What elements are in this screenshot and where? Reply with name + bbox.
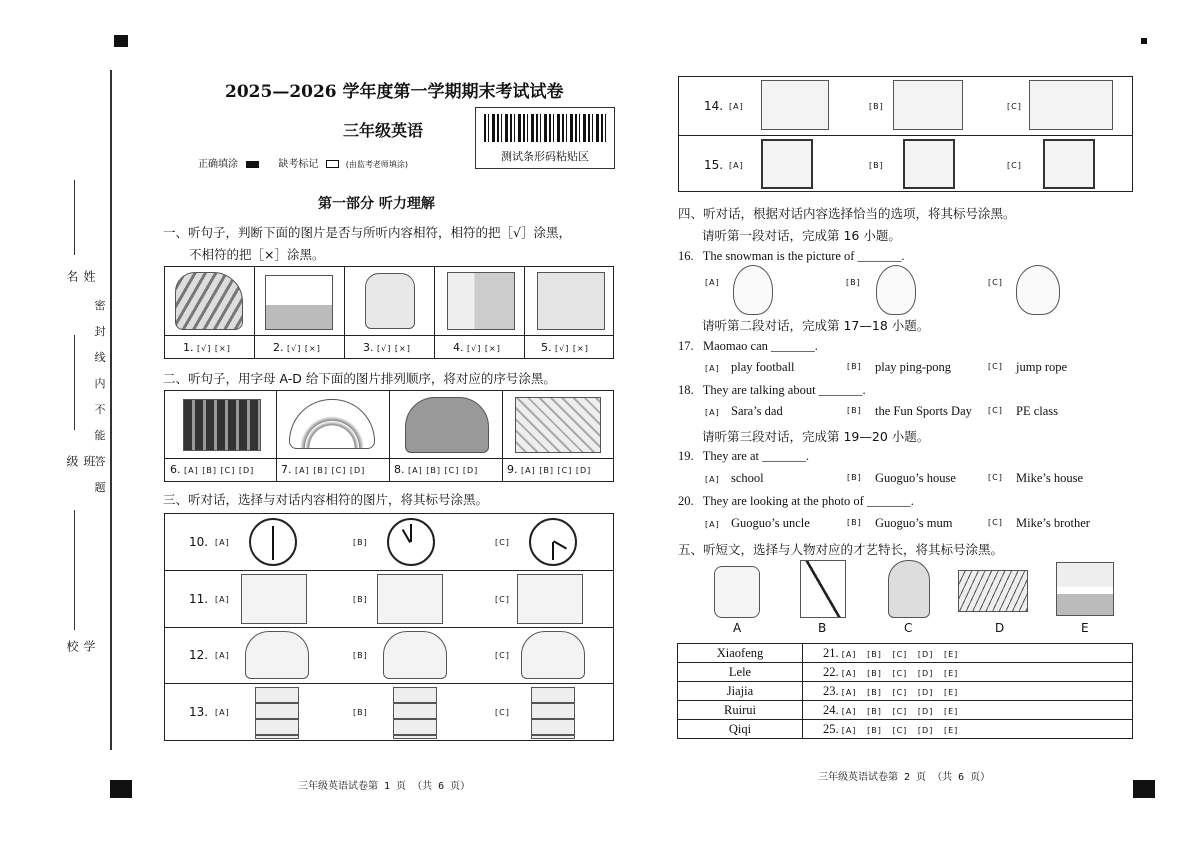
room-scene-a-picture	[761, 80, 829, 130]
page2-footer: 三年级英语试卷第 2 页 （共 6 页）	[818, 772, 991, 783]
q3-number: 3.	[363, 341, 374, 354]
seal-char: 能	[94, 429, 106, 442]
q4-marks[interactable]: [√] [×]	[467, 344, 501, 353]
seal-char: 答	[94, 455, 106, 468]
q17-option-a[interactable]: [A]	[705, 364, 720, 373]
q19-option-c-text: Mike’s house	[1016, 471, 1084, 485]
fill-legend	[198, 155, 408, 170]
q1-answer[interactable]	[183, 341, 231, 354]
answer-number: 22.	[823, 664, 839, 679]
talent-label-c: C	[904, 621, 913, 635]
q5-number: 5.	[541, 341, 552, 354]
q7-answer[interactable]	[281, 463, 365, 476]
ball-rack-b-picture	[393, 687, 437, 739]
q4-number: 4.	[453, 341, 464, 354]
exam-subject: 三年级英语	[343, 121, 424, 140]
section1-line2: 不相符的把［×］涂黑。	[189, 247, 325, 262]
seal-notice	[93, 293, 107, 501]
name-label: 姓名	[65, 270, 96, 282]
guzheng-picture	[958, 570, 1028, 612]
section4-seg1: 请听第一段对话，完成第 16 小题。	[702, 228, 901, 243]
ball-rack-a-picture	[255, 687, 299, 739]
table-row	[678, 644, 1133, 663]
binding-margin	[0, 0, 115, 849]
q3-answer[interactable]	[363, 341, 411, 354]
singing-microphone-picture	[714, 566, 760, 618]
kids-room-picture	[517, 574, 583, 624]
talent-label-e: E	[1081, 621, 1089, 635]
q9-answer[interactable]	[507, 463, 591, 476]
section1-line1: 一、听句子，判断下面的图片是否与所听内容相符，相符的把［√］涂黑，	[163, 225, 571, 240]
answer-number: 24.	[823, 702, 839, 717]
section2-instruction: 二、听句子，用字母 A-D 给下面的图片排列顺序，将对应的序号涂黑。	[163, 371, 556, 386]
tiger-picture	[175, 272, 243, 330]
table-row	[678, 663, 1133, 682]
q14-15-grid	[678, 76, 1133, 192]
bee-picture	[903, 139, 955, 189]
q18-option-b[interactable]: [B]	[847, 406, 862, 415]
q19-option-c[interactable]: [C]	[988, 473, 1003, 482]
q2-marks[interactable]: [√] [×]	[287, 344, 321, 353]
seal-char: 线	[94, 351, 106, 364]
q20-option-c[interactable]: [C]	[988, 518, 1003, 527]
answer-marks[interactable]: [A] [B] [C] [D] [E]	[841, 706, 959, 716]
butterfly-picture	[761, 139, 813, 189]
q18-option-a-text: Sara’s dad	[731, 404, 783, 418]
answer-marks[interactable]: [A] [B] [C] [D] [E]	[841, 649, 959, 659]
section3-grid	[164, 513, 614, 741]
q16-option-c[interactable]: [C]	[988, 278, 1003, 287]
q8-number: 8.	[394, 463, 405, 476]
q19-stem: 19. They are at _______.	[678, 449, 809, 463]
clock-a-picture	[249, 518, 297, 566]
q12-option-c[interactable]: [C]	[495, 651, 510, 660]
snowman-b-picture	[876, 265, 916, 315]
page1-footer: 三年级英语试卷第 1 页 （共 6 页）	[298, 781, 471, 792]
answer-cell[interactable]	[803, 663, 1133, 682]
binding-line	[110, 70, 112, 750]
q9-marks[interactable]: [A] [B] [C] [D]	[521, 466, 592, 475]
seal-char: 不	[94, 403, 106, 416]
q2-number: 2.	[273, 341, 284, 354]
q8-answer[interactable]	[394, 463, 478, 476]
q18-option-c[interactable]: [C]	[988, 406, 1003, 415]
q9-number: 9.	[507, 463, 518, 476]
talent-label-d: D	[995, 621, 1005, 635]
teacher-picture	[447, 272, 515, 330]
q18-option-a[interactable]: [A]	[705, 408, 720, 417]
answer-marks[interactable]: [A] [B] [C] [D] [E]	[841, 725, 959, 735]
q20-option-a[interactable]: [A]	[705, 520, 720, 529]
answer-marks[interactable]: [A] [B] [C] [D] [E]	[841, 687, 959, 697]
q18-stem: 18. They are talking about _______.	[678, 383, 866, 397]
exam-title: 2025—2026 学年度第一学期期末考试试卷	[225, 82, 564, 102]
barcode-image	[484, 114, 606, 142]
q18-option-c-text: PE class	[1016, 404, 1059, 418]
q20-stem: 20. They are looking at the photo of _______.	[678, 494, 914, 508]
bird-picture	[1043, 139, 1095, 189]
seal-char: 封	[94, 325, 106, 338]
lion-dance-picture	[515, 397, 601, 453]
ball-rack-c-picture	[531, 687, 575, 739]
q8-marks[interactable]: [A] [B] [C] [D]	[408, 466, 479, 475]
q2-answer[interactable]	[273, 341, 321, 354]
books-picture	[183, 399, 261, 451]
backpack-picture	[365, 273, 415, 329]
seal-char: 内	[94, 377, 106, 390]
kids-reading-picture	[241, 574, 307, 624]
barcode-label: 测试条形码粘贴区	[501, 150, 589, 163]
q10-option-b[interactable]: [B]	[353, 538, 368, 547]
student-name: Lele	[678, 663, 803, 682]
erhu-picture	[800, 560, 846, 618]
kids-playing-picture	[377, 574, 443, 624]
answer-number: 25.	[823, 721, 839, 736]
q6-marks[interactable]: [A] [B] [C] [D]	[184, 466, 255, 475]
talent-matching-table	[677, 643, 1133, 739]
q4-answer[interactable]	[453, 341, 501, 354]
fill-missing-box[interactable]	[326, 160, 339, 168]
clock-b-picture	[387, 518, 435, 566]
student-name: Jiajia	[678, 682, 803, 701]
student-name: Ruirui	[678, 701, 803, 720]
table-row	[678, 701, 1133, 720]
q6-answer[interactable]	[170, 463, 254, 476]
answer-number: 21.	[823, 645, 839, 660]
table-row	[678, 720, 1133, 739]
part1-title: 第一部分 听力理解	[318, 196, 435, 212]
thinking-bus-picture	[383, 631, 447, 679]
q15-number: 15.	[704, 158, 724, 172]
q20-options	[705, 516, 1125, 531]
clock-c-picture	[529, 518, 577, 566]
q13-option-b[interactable]: [B]	[353, 708, 368, 717]
thinking-footprints-picture	[521, 631, 585, 679]
q10-number: 10.	[189, 535, 209, 549]
q10-option-a[interactable]: [A]	[215, 538, 230, 547]
q20-option-a-text: Guoguo’s uncle	[731, 516, 810, 530]
q17-option-c[interactable]: [C]	[988, 362, 1003, 371]
q18-options	[705, 404, 1125, 419]
answer-cell[interactable]	[803, 720, 1133, 739]
answer-marks[interactable]: [A] [B] [C] [D] [E]	[841, 668, 959, 678]
answer-cell[interactable]	[803, 701, 1133, 720]
q19-options	[705, 471, 1125, 486]
q14-number: 14.	[704, 99, 724, 113]
q17-options	[705, 360, 1125, 375]
playground-picture	[265, 275, 333, 330]
fill-note: (由监考老师填涂)	[345, 160, 408, 169]
piano-picture	[1056, 562, 1114, 616]
name-underline	[74, 180, 75, 255]
snowman-a-picture	[733, 265, 773, 315]
student-name: Qiqi	[678, 720, 803, 739]
dancer-picture	[888, 560, 930, 618]
class-label: 班级	[65, 455, 96, 467]
table-row	[678, 682, 1133, 701]
rainbow-picture	[289, 399, 375, 449]
q13-option-c[interactable]: [C]	[495, 708, 510, 717]
q13-number: 13.	[189, 705, 209, 719]
section4-seg3: 请听第三段对话，完成第 19—20 小题。	[702, 429, 930, 444]
park-scene-c-picture	[1029, 80, 1113, 130]
answer-cell[interactable]	[803, 644, 1133, 663]
q17-option-b-text: play ping-pong	[875, 360, 952, 374]
q19-option-b-text: Guoguo’s house	[875, 471, 956, 485]
answer-cell[interactable]	[803, 682, 1133, 701]
q16-option-a[interactable]: [A]	[705, 278, 720, 287]
q1-marks[interactable]: [√] [×]	[197, 344, 231, 353]
q20-option-b-text: Guoguo’s mum	[875, 516, 953, 530]
q18-option-b-text: the Fun Sports Day	[875, 404, 972, 418]
fill-missing-label: 缺考标记	[278, 159, 319, 170]
q11-option-c[interactable]: [C]	[495, 595, 510, 604]
q15-option-b[interactable]: [B]	[869, 161, 884, 170]
school-underline	[74, 510, 75, 630]
section3-instruction: 三、听对话，选择与对话内容相符的图片，将其标号涂黑。	[163, 492, 489, 507]
q20-option-b[interactable]: [B]	[847, 518, 862, 527]
q7-number: 7.	[281, 463, 292, 476]
q19-option-b[interactable]: [B]	[847, 473, 862, 482]
q17-stem: 17. Maomao can _______.	[678, 339, 818, 353]
student-name: Xiaofeng	[678, 644, 803, 663]
answer-number: 23.	[823, 683, 839, 698]
school-label: 学校	[65, 640, 96, 652]
class-underline	[74, 335, 75, 430]
fill-correct-label: 正确填涂	[198, 159, 238, 170]
q11-option-b[interactable]: [B]	[353, 595, 368, 604]
seal-char: 题	[94, 481, 106, 494]
farm-scene-b-picture	[893, 80, 963, 130]
q5-marks[interactable]: [√] [×]	[555, 344, 589, 353]
seal-char: 密	[94, 299, 106, 312]
q14-option-b[interactable]: [B]	[869, 102, 884, 111]
q16-stem: 16. The snowman is the picture of _______.	[678, 249, 905, 263]
thinking-car-picture	[245, 631, 309, 679]
q6-number: 6.	[170, 463, 181, 476]
q1-number: 1.	[183, 341, 194, 354]
q15-option-a[interactable]: [A]	[729, 161, 744, 170]
section5-instruction: 五、听短文，选择与人物对应的才艺特长，将其标号涂黑。	[678, 542, 1004, 557]
registration-mark-top-right	[1141, 38, 1147, 44]
section1-instruction	[163, 222, 571, 266]
q17-option-c-text: jump rope	[1016, 360, 1068, 374]
q19-option-a-text: school	[731, 471, 764, 485]
q11-number: 11.	[189, 592, 209, 606]
section1-grid	[164, 266, 614, 359]
q12-option-b[interactable]: [B]	[353, 651, 368, 660]
q17-option-a-text: play football	[731, 360, 795, 374]
fill-correct-swatch	[246, 161, 259, 168]
q17-option-b[interactable]: [B]	[847, 362, 862, 371]
girl-drawing-picture	[537, 272, 605, 330]
q5-answer[interactable]	[541, 341, 589, 354]
snowman-c-picture	[1016, 265, 1060, 315]
q12-number: 12.	[189, 648, 209, 662]
q10-option-c[interactable]: [C]	[495, 538, 510, 547]
q14-option-a[interactable]: [A]	[729, 102, 744, 111]
registration-mark-top-left	[114, 35, 128, 47]
q12-option-a[interactable]: [A]	[215, 651, 230, 660]
talent-label-b: B	[818, 621, 827, 635]
q16-option-b[interactable]: [B]	[846, 278, 861, 287]
barcode-area	[475, 107, 615, 169]
q19-option-a[interactable]: [A]	[705, 475, 720, 484]
registration-mark-bottom-right	[1133, 780, 1155, 798]
section4-instruction: 四、听对话，根据对话内容选择恰当的选项，将其标号涂黑。	[678, 206, 1016, 221]
elephant-picture	[405, 397, 489, 453]
q14-option-c[interactable]: [C]	[1007, 102, 1022, 111]
q11-option-a[interactable]: [A]	[215, 595, 230, 604]
talent-label-a: A	[733, 621, 742, 635]
q15-option-c[interactable]: [C]	[1007, 161, 1022, 170]
q7-marks[interactable]: [A] [B] [C] [D]	[295, 466, 366, 475]
section2-grid	[164, 390, 614, 482]
section4-seg2: 请听第二段对话，完成第 17—18 小题。	[702, 318, 930, 333]
q3-marks[interactable]: [√] [×]	[377, 344, 411, 353]
q20-option-c-text: Mike’s brother	[1016, 516, 1090, 530]
q13-option-a[interactable]: [A]	[215, 708, 230, 717]
